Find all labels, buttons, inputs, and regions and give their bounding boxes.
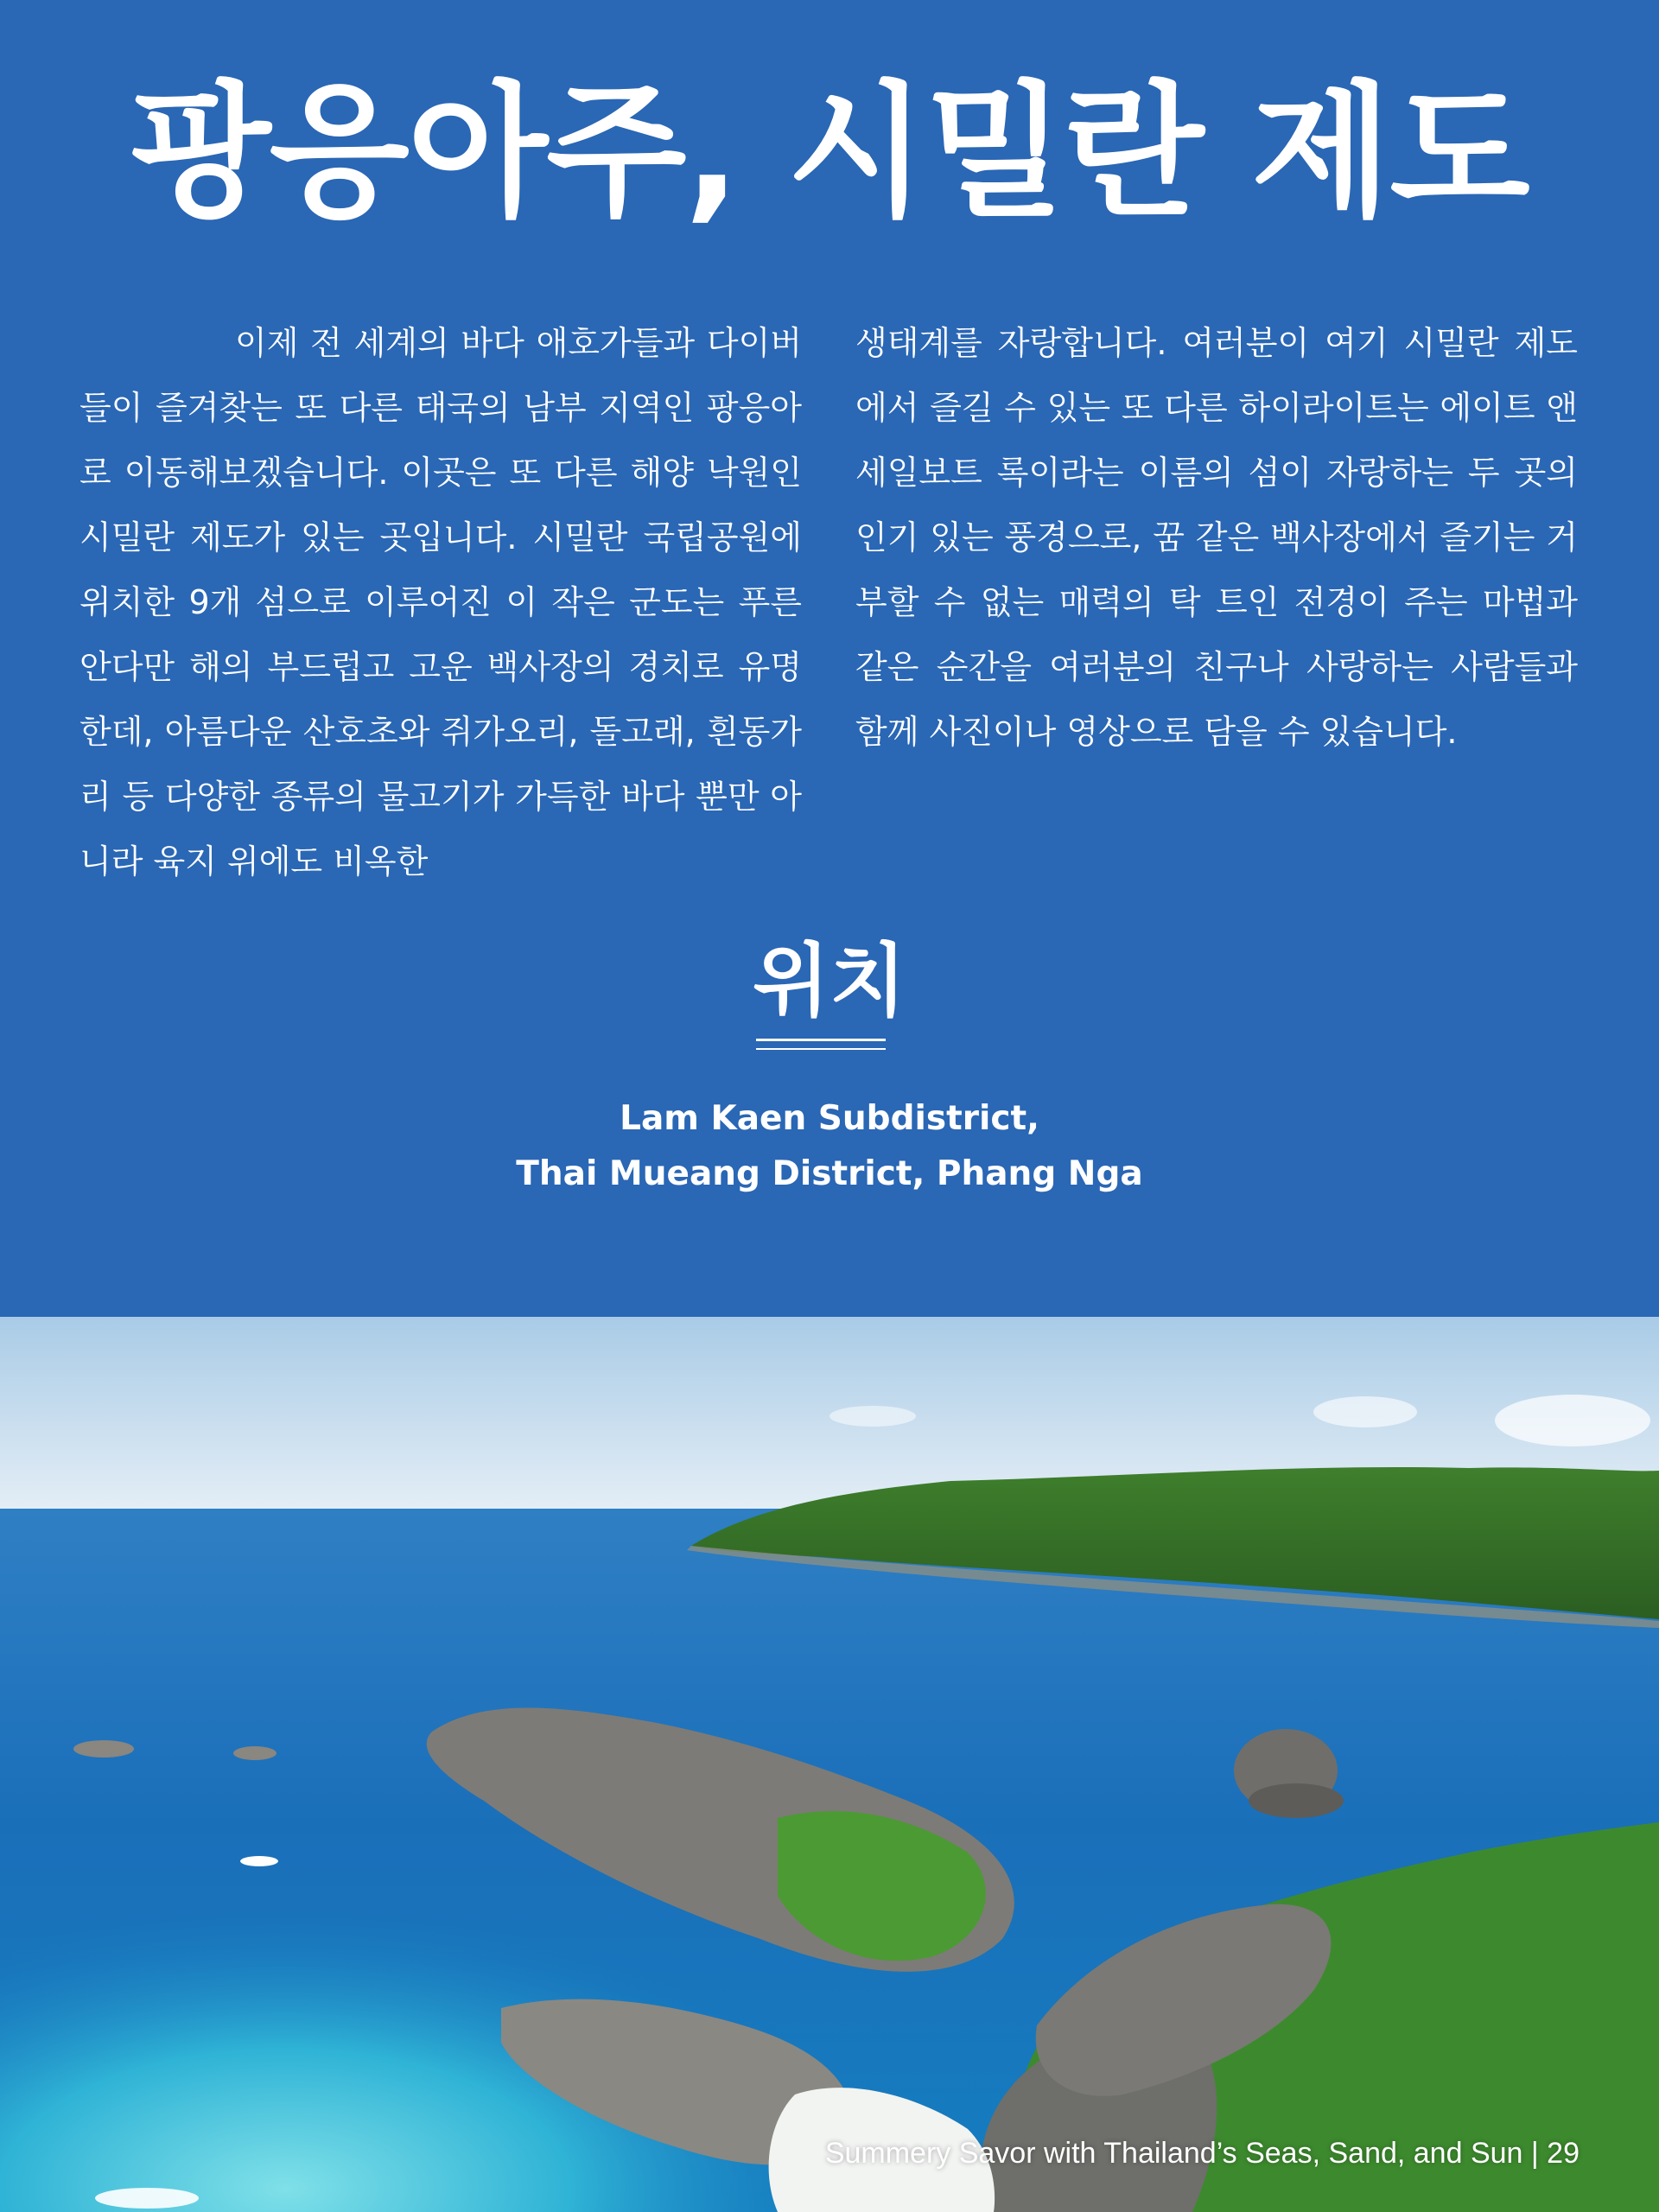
body-text-left-column: 이제 전 세계의 바다 애호가들과 다이버들이 즐겨찾는 또 다른 태국의 남부 지역인 팡응아로 이동해보겠습니다. 이곳은 또 다른 해양 낙원인 시밀란 제도가 있는 곳입니다. 시밀란 국립공원에 위치한 9개 섬으로 이루어진 이 작은 군도는 푸른 안다만 해의 부드럽고 고운 백사장의 경치로 유명한데, 아름다운 산호초와 쥐가오리, 돌고래, 흰동가리 등 다양한 종류의 물고기가 가득한 바다 뿐만 아니라 육지 위에도 비옥한	[79, 324, 802, 880]
aerial-coast-illustration	[0, 1317, 1659, 2212]
body-text-right-column: 생태계를 자랑합니다. 여러분이 여기 시밀란 제도에서 즐길 수 있는 또 다른 하이라이트는 에이트 앤 세일보트 록이라는 이름의 섬이 자랑하는 두 곳의 인기 있는 풍경으로, 꿈 같은 백사장에서 즐기는 거부할 수 없는 매력의 탁 트인 전경이 주는 마법과 같은 순간을 여러분의 친구나 사랑하는 사람들과 함께 사진이나 영상으로 담을 수 있습니다.	[855, 324, 1578, 751]
similan-islands-photo	[0, 1317, 1659, 2212]
address-line-1: Lam Kaen Subdistrict,	[620, 1099, 1039, 1138]
location-address	[0, 1091, 1659, 1202]
heading-underline	[756, 1039, 886, 1050]
page-title: 팡응아주, 시밀란 제도	[130, 67, 1529, 237]
location-heading: 위치	[753, 935, 906, 1027]
page-footer: Summery Savor with Thailand’s Seas, Sand, and Sun | 29	[824, 2137, 1580, 2170]
address-line-2: Thai Mueang District, Phang Nga	[516, 1154, 1143, 1193]
